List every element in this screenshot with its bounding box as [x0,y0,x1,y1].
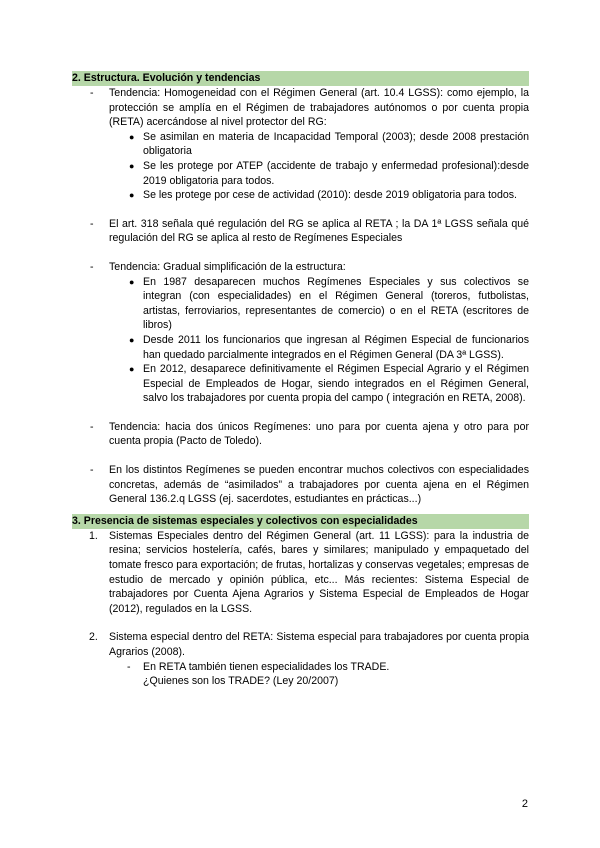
dash-marker: - [127,660,131,673]
bullet-text: Desde 2011 los funcionarios que ingresan al Régimen Especial de funcionarios han quedado parcialmente integrados en el Régimen General (DA 3ª LGSS). [143,333,529,361]
bullet-icon: ● [129,190,135,201]
sub-list-item [127,660,529,689]
list-item-text: Tendencia: hacia dos únicos Regímenes: uno para por cuenta ajena y otro para por cuenta propia (Pacto de Toledo). [109,420,529,448]
list-item [90,217,529,246]
item-number: 1. [89,529,98,542]
list-item [90,260,529,275]
sub-item-line-2: ¿Quienes son los TRADE? (Ley 20/2007) [143,675,339,688]
bullet-text: Se les protege por cese de actividad (2010): desde 2019 obligatoria para todos. [143,189,517,202]
numbered-item [89,529,529,617]
bullet-item [129,130,529,159]
section-2-heading: 2. Estructura. Evolución y tendencias [72,71,529,86]
bullet-icon: ● [129,334,135,345]
bullet-icon: ● [129,131,135,142]
list-item [90,86,529,130]
bullet-item [129,275,529,333]
bullet-text: En 2012, desaparece definitivamente el Régimen Especial Agrario y el Régimen Especial de Empleados de Hogar, siendo integrados en el Régimen General, salvo los trabajadores por cuenta propia del campo ( integración en RETA, 2008). [143,363,529,405]
list-item-text: Tendencia: Homogeneidad con el Régimen General (art. 10.4 LGSS): como ejemplo, la protección se amplía en el Régimen de trabajadores autónomos o por cuenta propia (RETA) acercándose al nivel protector del RG: [109,87,529,129]
page-number: 2 [521,798,528,810]
bullet-text: Se asimilan en materia de Incapacidad Temporal (2003); desde 2008 prestación obligatoria [143,130,529,158]
dash-marker: - [90,464,94,477]
bullet-item [129,188,529,203]
bullet-text: Se les protege por ATEP (accidente de trabajo y enfermedad profesional):desde 2019 obligatoria para todos. [143,159,529,187]
list-item [90,420,529,449]
numbered-item-text: Sistema especial dentro del RETA: Sistema especial para trabajadores por cuenta propia Agrarios (2008). [109,631,529,658]
bullet-item [129,159,529,188]
list-item [90,463,529,507]
dash-marker: - [90,420,94,433]
bullet-icon: ● [129,276,135,287]
dash-marker: - [90,260,94,273]
sub-item-line-1: En RETA también tienen especialidades los TRADE. [143,660,390,673]
dash-marker: - [90,87,94,99]
dash-marker: - [90,217,94,230]
section-3-heading: 3. Presencia de sistemas especiales y colectivos con especialidades [72,514,529,529]
item-number: 2. [89,631,98,644]
list-item-text: El art. 318 señala qué regulación del RG se aplica al RETA ; la DA 1ª LGSS señala qué regulación del RG se aplica al resto de Regímenes Especiales [109,217,529,245]
bullet-item [129,333,529,362]
list-item-text: En los distintos Regímenes se pueden encontrar muchos colectivos con especialidades concretas, además de “asimilados” a trabajadores por cuenta ajena en el Régimen General 136.2.q LGSS (ej. sacerdotes, estudiantes en prácticas...) [109,464,529,506]
bullet-item [129,362,529,406]
bullet-text: En 1987 desaparecen muchos Regímenes Especiales y sus colectivos se integran (con especialidades) en el Régimen General (toreros, futbolistas, artistas, ferroviarios, representantes de comercio) o en el RETA (escritores de libros) [143,275,529,332]
bullet-icon: ● [129,160,135,171]
bullet-icon: ● [129,364,135,375]
list-item-text: Tendencia: Gradual simplificación de la estructura: [109,260,346,273]
numbered-item [89,630,529,659]
document-page [72,71,529,689]
numbered-item-text: Sistemas Especiales dentro del Régimen General (art. 11 LGSS): para la industria de resina; servicios hostelería, cafés, bares y similares; manipulado y empaquetado del tomate fresco para exportación; de frutas, hortalizas y conservas vegetales; empresas de estudio de mercado y opinión pública, etc... Más recientes: Sistema Especial de trabajadores por Cuenta Ajena Agrarios y Sistema Especial de Empleados de Hogar (2012), regulados en la LGSS. [109,529,529,615]
